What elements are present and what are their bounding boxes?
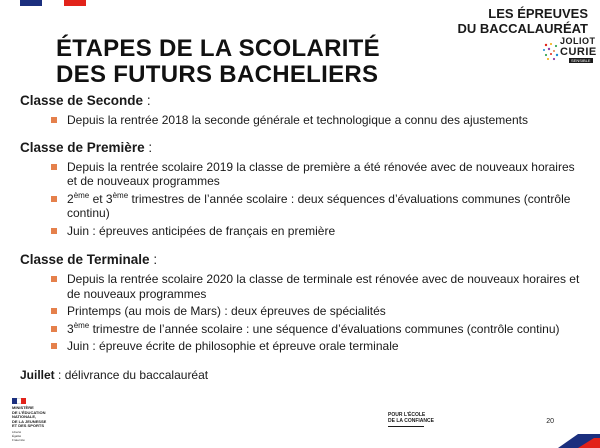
- square-bullet-icon: [51, 117, 57, 123]
- flag-white-band: [42, 0, 64, 6]
- list-item-text: Juin : épreuves anticipées de français en première: [67, 223, 336, 238]
- list-item: [20, 339, 580, 354]
- list-item-text: trimestres de l’année scolaire : deux séquences d’évaluations communes (contrôle continu): [67, 191, 571, 220]
- list-item-text: Juin : épreuve écrite de philosophie et épreuve orale terminale: [67, 339, 399, 353]
- list-item-text: Printemps (au mois de Mars) : deux épreuves de spécialités: [67, 304, 386, 318]
- header-brand: [458, 6, 588, 36]
- list-item: [20, 192, 580, 221]
- final-text: : délivrance du baccalauréat: [54, 367, 209, 382]
- ministry-logo: [12, 398, 72, 442]
- item-list: [20, 113, 580, 128]
- corner-decoration: [548, 430, 600, 448]
- list-item-text: Depuis la rentrée scolaire 2019 la classe de première a été rénovée avec de nouveaux horaires et de nouveaux programmes: [67, 159, 575, 188]
- section-premiere: [20, 140, 580, 239]
- title-line-2: DES FUTURS BACHELIERS: [56, 61, 379, 88]
- section-title-colon: :: [149, 252, 158, 267]
- brand-line-2: DU BACCALAURÉAT: [457, 21, 588, 36]
- list-item: [20, 322, 580, 337]
- square-bullet-icon: [51, 228, 57, 234]
- ministry-line: DE LA JEUNESSE: [12, 418, 47, 424]
- final-label: Juillet: [20, 367, 55, 382]
- list-item: [20, 304, 580, 319]
- section-seconde: [20, 93, 580, 128]
- confiance-underline: [388, 426, 424, 427]
- section-title: [20, 252, 580, 268]
- logo-text: [560, 36, 597, 58]
- square-bullet-icon: [51, 196, 57, 202]
- flag-red-band: [64, 0, 86, 6]
- motto-line: Fraternité: [12, 437, 25, 442]
- marianne-flag-icon: [12, 398, 26, 404]
- ministry-line: MINISTÈRE: [12, 405, 34, 410]
- page-title: [56, 36, 380, 88]
- square-bullet-icon: [51, 343, 57, 349]
- confiance-line-2: DE LA CONFIANCE: [388, 418, 434, 424]
- ordinal-suffix: ème: [73, 190, 90, 200]
- item-list: [20, 272, 580, 354]
- ministry-name: [12, 406, 72, 429]
- section-title-colon: :: [143, 93, 151, 108]
- ministry-line: ET DES SPORTS: [12, 423, 45, 429]
- list-item-text: Depuis la rentrée scolaire 2020 la classe de terminale est rénovée avec de nouveaux horaires et de nouveaux programmes: [67, 272, 580, 301]
- logo-line-1: JOLIOT: [560, 36, 596, 46]
- square-bullet-icon: [51, 308, 57, 314]
- logo-line-2: CURIE: [560, 46, 597, 58]
- confiance-line-1: POUR L’ÉCOLE: [388, 412, 426, 418]
- section-terminale: [20, 252, 580, 354]
- square-bullet-icon: [51, 276, 57, 282]
- section-title-text: Classe de Première: [20, 139, 145, 155]
- ministry-motto: [12, 430, 72, 442]
- motto-line: Liberté: [12, 429, 22, 434]
- flag-blue-band: [20, 0, 42, 6]
- ordinal-number: 2: [67, 191, 74, 206]
- flag-strip: [20, 0, 86, 6]
- list-item: [20, 272, 580, 301]
- section-title-colon: :: [144, 139, 153, 155]
- square-bullet-icon: [51, 164, 57, 170]
- motto-line: Égalité: [12, 433, 22, 438]
- list-item: [20, 113, 580, 128]
- content: [20, 93, 580, 382]
- square-bullet-icon: [51, 326, 57, 332]
- list-item: [20, 224, 580, 239]
- page-number: 20: [546, 418, 554, 425]
- ecole-confiance-logo: [388, 412, 434, 427]
- list-item: [20, 160, 580, 189]
- ordinal-suffix: ème: [112, 190, 129, 200]
- section-title: [20, 93, 580, 109]
- ordinal-suffix: ème: [73, 320, 90, 330]
- item-list: [20, 160, 580, 239]
- list-item-text: trimestre de l’année scolaire : une séquence d’évaluations communes (contrôle continu): [89, 321, 560, 336]
- logo-sub: SENSIBLE: [571, 58, 591, 63]
- ministry-line: DE L’ÉDUCATION: [12, 409, 46, 415]
- final-line: [20, 368, 580, 382]
- brand-line-1: LES ÉPREUVES: [488, 6, 588, 21]
- list-item-text: Depuis la rentrée 2018 la seconde générale et technologique a connu des ajustements: [67, 113, 528, 127]
- section-title-text: Classe de Terminale: [20, 252, 150, 267]
- confetti-dots-icon: [542, 42, 560, 62]
- ordinal-number: et 3: [89, 191, 113, 206]
- joliot-curie-logo: [542, 36, 597, 76]
- title-line-1: ÉTAPES DE LA SCOLARITÉ: [56, 35, 380, 62]
- ministry-line: NATIONALE,: [12, 414, 37, 420]
- section-title-text: Classe de Seconde: [20, 93, 144, 108]
- section-title: [20, 140, 580, 156]
- ordinal-number: 3: [67, 321, 74, 336]
